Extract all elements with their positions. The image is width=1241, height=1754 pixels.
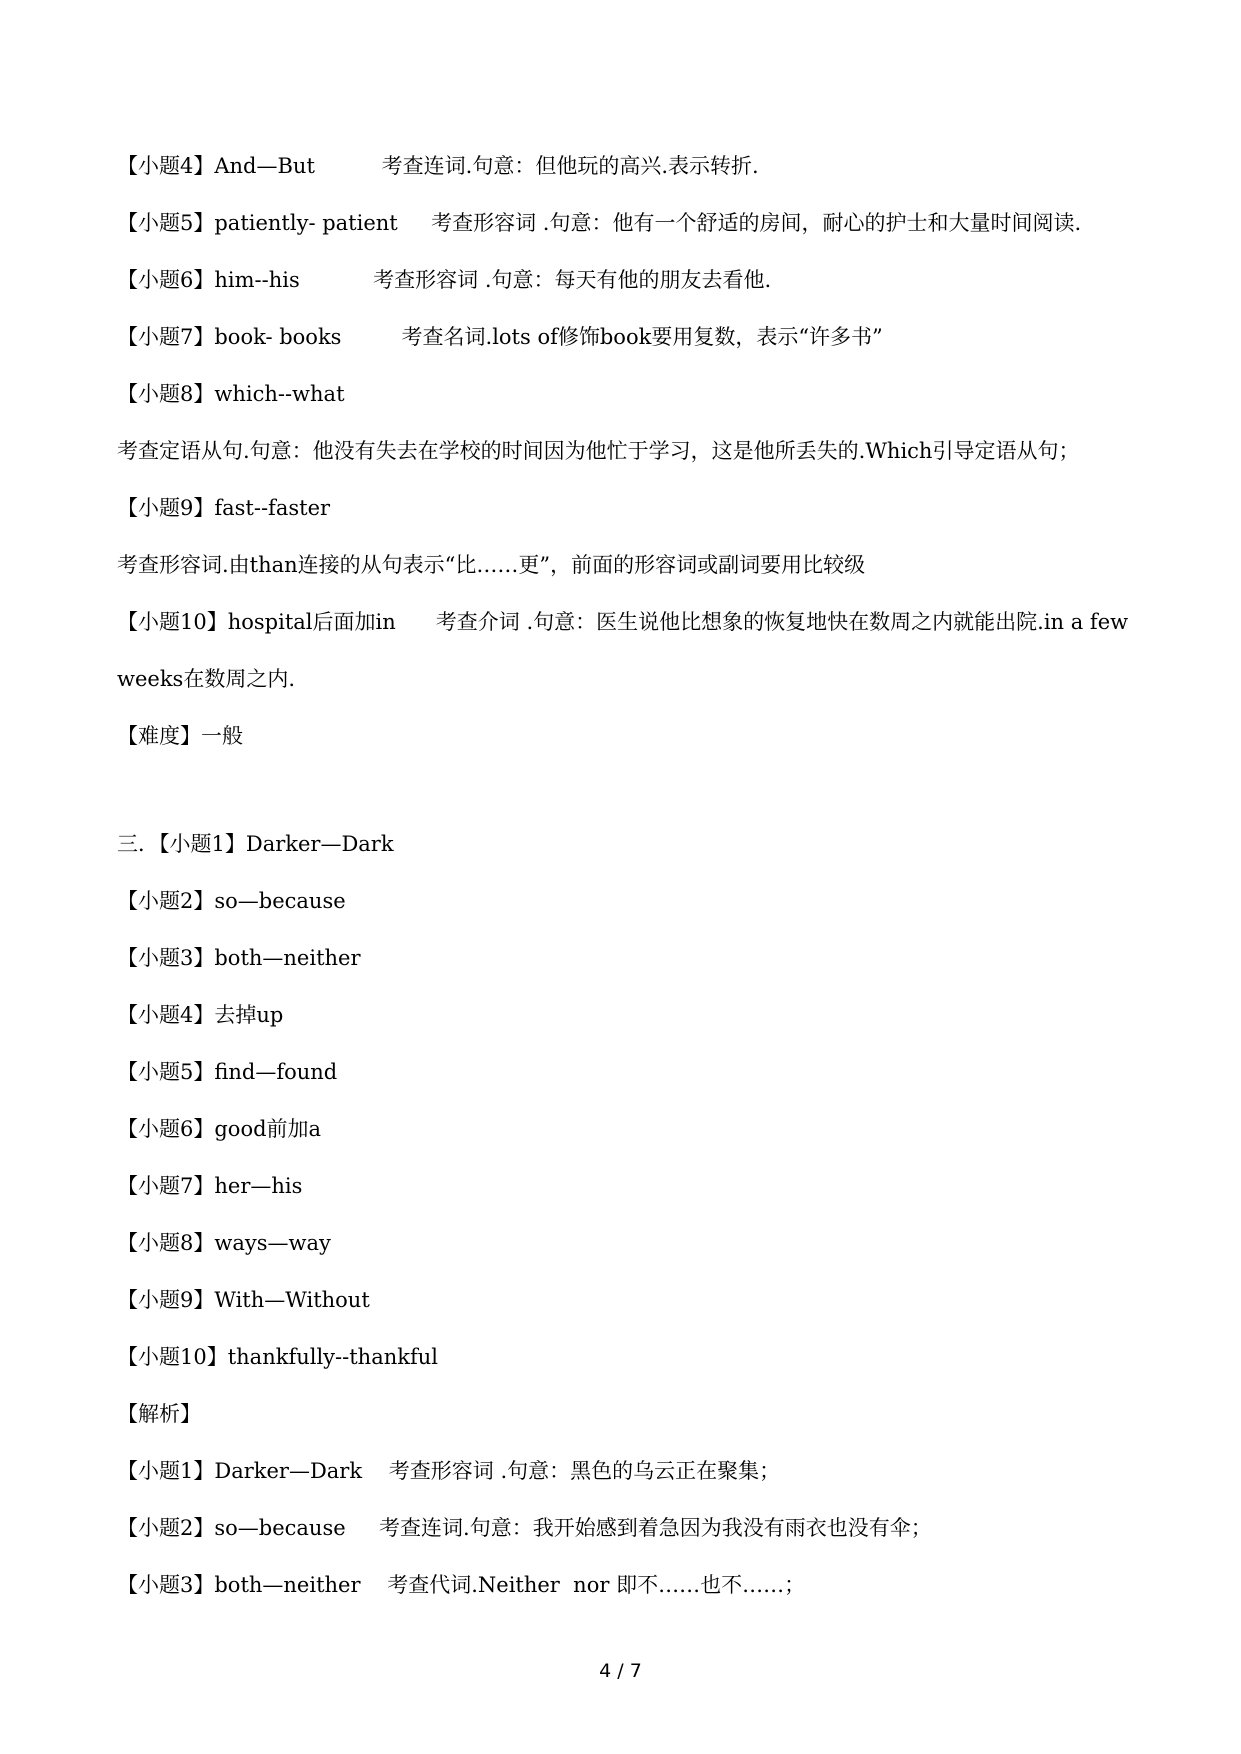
section-three-q1: 三．【小题1】Darker—Dark <box>117 832 394 856</box>
analysis-line-q1: 【小题1】Darker—Dark 考查形容词 .句意：黑色的乌云正在聚集； <box>117 1459 781 1483</box>
analysis-line-q3: 【小题3】both—neither 考查代词.Neither nor 即不……也不……； <box>117 1573 806 1597</box>
analysis-heading: 【解析】 <box>117 1402 201 1426</box>
section-three-q8: 【小题8】ways—way <box>117 1231 331 1255</box>
section-three-q10: 【小题10】thankfully--thankful <box>117 1345 438 1369</box>
section-three-q2: 【小题2】so—because <box>117 889 346 913</box>
section-three-q3: 【小题3】both—neither <box>117 946 361 970</box>
answer-line-q7: 【小题7】book- books 考查名词.lots of修饰book要用复数，表示“许多书” <box>117 325 883 349</box>
section-three-q7: 【小题7】her—his <box>117 1174 303 1198</box>
answer-line-q5: 【小题5】patiently- patient 考查形容词 .句意：他有一个舒适的房间，耐心的护士和大量时间阅读. <box>117 211 1082 235</box>
answer-line-q8: 【小题8】which--what <box>117 382 345 406</box>
answer-line-q6: 【小题6】him--his 考查形容词 .句意：每天有他的朋友去看他. <box>117 268 772 292</box>
section-three-q5: 【小题5】find—found <box>117 1060 338 1084</box>
answer-line-q10: 【小题10】hospital后面加in 考查介词 .句意：医生说他比想象的恢复地快在数周之内就能出院.in a few <box>117 610 1129 634</box>
explanation-line-q9: 考查形容词.由than连接的从句表示“比……更”，前面的形容词或副词要用比较级 <box>117 553 866 577</box>
page-number: 4 / 7 <box>599 1660 642 1682</box>
answer-line-q10-continued: weeks在数周之内. <box>117 667 296 691</box>
section-three-q6: 【小题6】good前加a <box>117 1117 322 1141</box>
answer-line-q4: 【小题4】And—But 考查连词.句意：但他玩的高兴.表示转折. <box>117 154 759 178</box>
difficulty-line: 【难度】一般 <box>117 724 243 748</box>
section-three-q9: 【小题9】With—Without <box>117 1288 370 1312</box>
explanation-line-q8: 考查定语从句.句意：他没有失去在学校的时间因为他忙于学习，这是他所丢失的.Which引导定语从句； <box>117 439 1080 463</box>
answer-line-q9: 【小题9】fast--faster <box>117 496 331 520</box>
analysis-line-q2: 【小题2】so—because 考查连词.句意：我开始感到着急因为我没有雨衣也没有伞； <box>117 1516 932 1540</box>
section-three-q4: 【小题4】去掉up <box>117 1003 284 1027</box>
